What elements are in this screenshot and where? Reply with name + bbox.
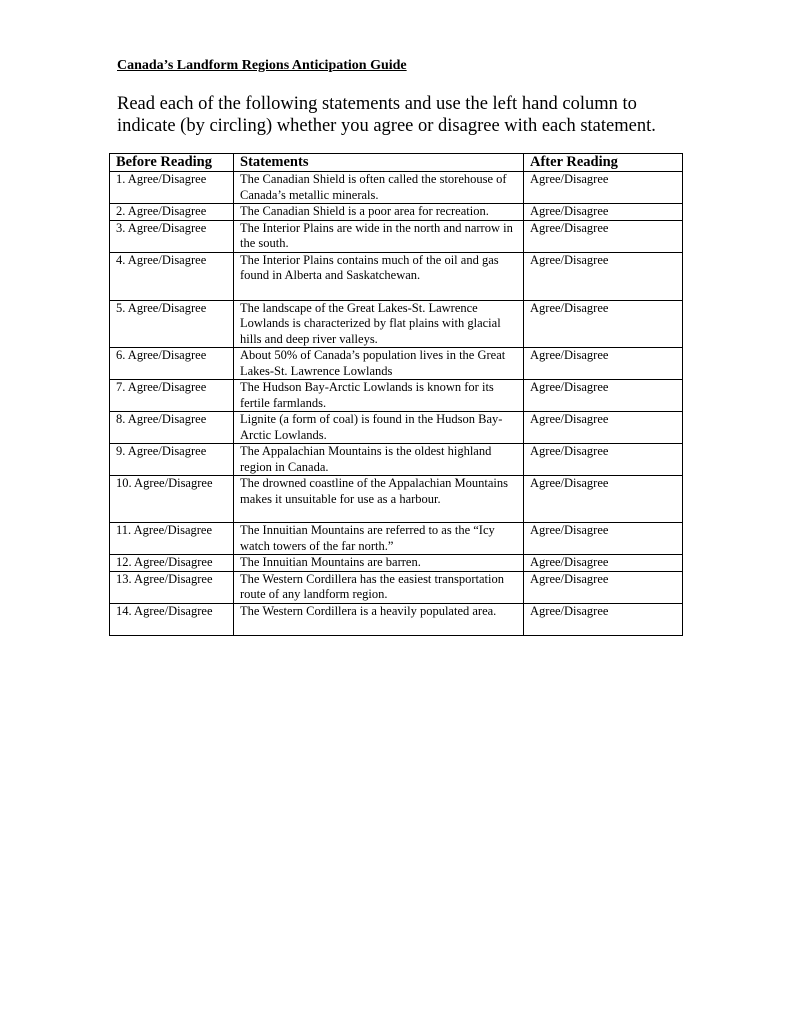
after-reading-cell[interactable]: Agree/Disagree: [524, 412, 683, 444]
after-reading-cell[interactable]: Agree/Disagree: [524, 220, 683, 252]
anticipation-guide-table: [109, 153, 683, 636]
before-reading-cell[interactable]: 12. Agree/Disagree: [110, 555, 234, 572]
table-row: [110, 444, 683, 476]
statement-cell: The Canadian Shield is often called the storehouse of Canada’s metallic minerals.: [234, 172, 524, 204]
table-row: [110, 348, 683, 380]
table-row: [110, 603, 683, 635]
table-row: [110, 412, 683, 444]
statement-cell: About 50% of Canada’s population lives in the Great Lakes-St. Lawrence Lowlands: [234, 348, 524, 380]
table-row: [110, 204, 683, 221]
header-before-reading: Before Reading: [110, 154, 234, 172]
table-row: [110, 476, 683, 523]
statement-cell: The Western Cordillera is a heavily populated area.: [234, 603, 524, 635]
table-row: [110, 252, 683, 300]
table-row: [110, 172, 683, 204]
statement-cell: The Innuitian Mountains are barren.: [234, 555, 524, 572]
table-header-row: [110, 154, 683, 172]
statement-cell: Lignite (a form of coal) is found in the Hudson Bay-Arctic Lowlands.: [234, 412, 524, 444]
statement-cell: The Hudson Bay-Arctic Lowlands is known for its fertile farmlands.: [234, 380, 524, 412]
table-row: [110, 380, 683, 412]
before-reading-cell[interactable]: 7. Agree/Disagree: [110, 380, 234, 412]
statement-cell: The landscape of the Great Lakes-St. Lawrence Lowlands is characterized by flat plains with glacial hills and deep river valleys.: [234, 300, 524, 348]
table-row: [110, 300, 683, 348]
statement-cell: The Western Cordillera has the easiest transportation route of any landform region.: [234, 571, 524, 603]
before-reading-cell[interactable]: 3. Agree/Disagree: [110, 220, 234, 252]
statement-cell: The Appalachian Mountains is the oldest highland region in Canada.: [234, 444, 524, 476]
after-reading-cell[interactable]: Agree/Disagree: [524, 380, 683, 412]
before-reading-cell[interactable]: 9. Agree/Disagree: [110, 444, 234, 476]
before-reading-cell[interactable]: 10. Agree/Disagree: [110, 476, 234, 523]
before-reading-cell[interactable]: 4. Agree/Disagree: [110, 252, 234, 300]
before-reading-cell[interactable]: 8. Agree/Disagree: [110, 412, 234, 444]
after-reading-cell[interactable]: Agree/Disagree: [524, 603, 683, 635]
after-reading-cell[interactable]: Agree/Disagree: [524, 300, 683, 348]
after-reading-cell[interactable]: Agree/Disagree: [524, 444, 683, 476]
statement-cell: The drowned coastline of the Appalachian Mountains makes it unsuitable for use as a harbour.: [234, 476, 524, 523]
table-row: [110, 523, 683, 555]
after-reading-cell[interactable]: Agree/Disagree: [524, 555, 683, 572]
after-reading-cell[interactable]: Agree/Disagree: [524, 252, 683, 300]
before-reading-cell[interactable]: 5. Agree/Disagree: [110, 300, 234, 348]
after-reading-cell[interactable]: Agree/Disagree: [524, 523, 683, 555]
instructions-paragraph: Read each of the following statements and use the left hand column to indicate (by circling) whether you agree or disagree with each statement.: [117, 94, 656, 136]
table-row: [110, 555, 683, 572]
before-reading-cell[interactable]: 1. Agree/Disagree: [110, 172, 234, 204]
after-reading-cell[interactable]: Agree/Disagree: [524, 476, 683, 523]
before-reading-cell[interactable]: 11. Agree/Disagree: [110, 523, 234, 555]
table-row: [110, 571, 683, 603]
after-reading-cell[interactable]: Agree/Disagree: [524, 348, 683, 380]
before-reading-cell[interactable]: 6. Agree/Disagree: [110, 348, 234, 380]
before-reading-cell[interactable]: 2. Agree/Disagree: [110, 204, 234, 221]
after-reading-cell[interactable]: Agree/Disagree: [524, 571, 683, 603]
header-after-reading: After Reading: [524, 154, 683, 172]
before-reading-cell[interactable]: 14. Agree/Disagree: [110, 603, 234, 635]
statement-cell: The Canadian Shield is a poor area for recreation.: [234, 204, 524, 221]
table-row: [110, 220, 683, 252]
statement-cell: The Interior Plains contains much of the oil and gas found in Alberta and Saskatchewan.: [234, 252, 524, 300]
statement-cell: The Interior Plains are wide in the north and narrow in the south.: [234, 220, 524, 252]
before-reading-cell[interactable]: 13. Agree/Disagree: [110, 571, 234, 603]
page-title: Canada’s Landform Regions Anticipation Guide: [117, 58, 407, 73]
after-reading-cell[interactable]: Agree/Disagree: [524, 204, 683, 221]
header-statements: Statements: [234, 154, 524, 172]
statement-cell: The Innuitian Mountains are referred to as the “Icy watch towers of the far north.”: [234, 523, 524, 555]
after-reading-cell[interactable]: Agree/Disagree: [524, 172, 683, 204]
